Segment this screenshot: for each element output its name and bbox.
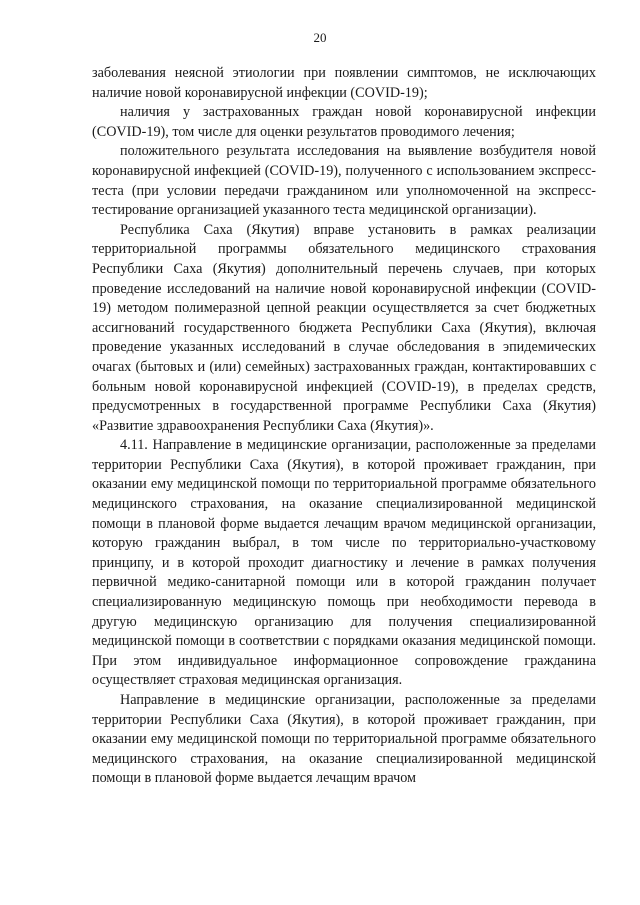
paragraph-continuation: заболевания неясной этиологии при появлении симптомов, не исключающих наличие новой коронавирусной инфекции (COVID-19); [92,65,596,101]
paragraph: Направление в медицинские организации, расположенные за пределами территории Республики Саха (Якутия), в которой проживает гражданин, при оказании ему медицинской помощи по территориальной программе обязательного медицинского страхования, на оказание специализированной медицинской помощи в плановой форме выдается лечащим врачом [92,692,596,787]
paragraph-section-4-11: 4.11. Направление в медицинские организации, расположенные за пределами территории Республики Саха (Якутия), в которой проживает гражданин, при оказании ему медицинской помощи по территориальной программе обязательного медицинского страхования, на оказание специализированной медицинской помощи в плановой форме выдается лечащим врачом медицинской организации, которую гражданин выбрал, в том числе по территориально-участковому принципу, и в которой проходит диагностику и лечение в рамках получения первичной медико-санитарной помощи или в которой гражданин получает специализированную медицинскую помощь при необходимости перевода в другую медицинскую организацию для получения специализированной медицинской помощи в соответствии с порядками оказания медицинской помощи. При этом индивидуальное информационное сопровождение гражданина осуществляет страховая медицинская организация. [92,437,596,689]
paragraph: наличия у застрахованных граждан новой коронавирусной инфекции (COVID-19), том числе для оценки результатов проводимого лечения; [92,104,596,140]
page-number: 20 [313,30,327,45]
paragraph: Республика Саха (Якутия) вправе установить в рамках реализации территориальной программы обязательного медицинского страхования Республики Саха (Якутия) дополнительный перечень случаев, при которых проведение исследований на наличие новой коронавирусной инфекции (COVID-19) методом полимеразной цепной реакции осуществляется за счет бюджетных ассигнований государственного бюджета Республики Саха (Якутия), включая проведение указанных исследований в случае обследования в эпидемических очагах (бытовых и (или) семейных) застрахованных граждан, контактировавших с больным новой коронавирусной инфекцией (COVID-19), в пределах средств, предусмотренных в государственной программе Республики Саха (Якутия) «Развитие здравоохранения Республики Саха (Якутия)». [92,221,596,434]
document-body [92,64,596,789]
paragraph: положительного результата исследования на выявление возбудителя новой коронавирусной инфекцией (COVID-19), полученного с использованием экспресс-теста (при условии передачи гражданином или уполномоченной на экспресс-тестирование организацией указанного теста медицинской организации). [92,143,596,219]
